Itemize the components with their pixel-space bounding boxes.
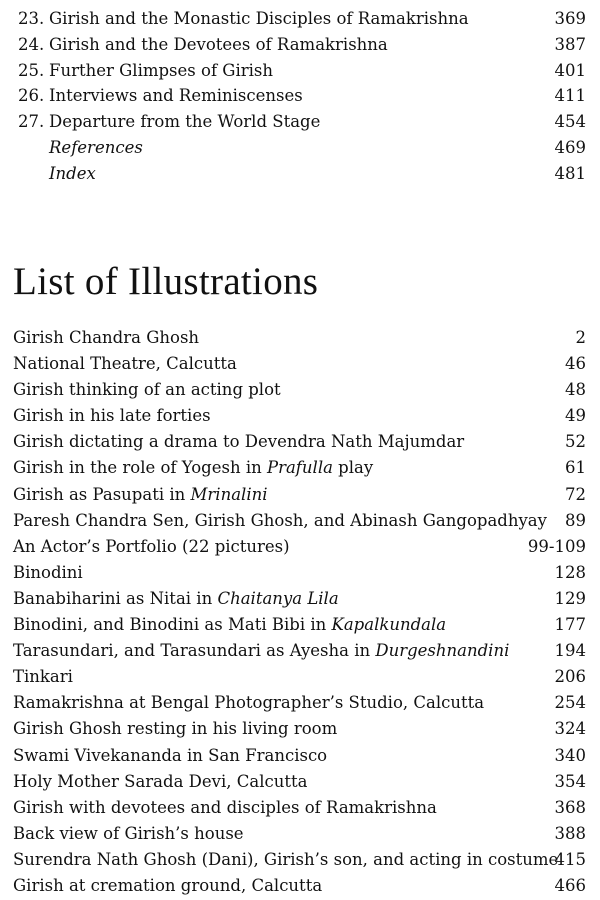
page-number: 49	[565, 406, 586, 426]
illustration-title-italic: Chaitanya Lila	[217, 588, 339, 608]
chapter-title: Girish and the Devotees of Ramakrishna	[49, 34, 388, 54]
illustrations-list	[0, 325, 600, 899]
illustration-title-text: Banabiharini as Nitai in	[13, 588, 218, 608]
illustration-title-italic: Durgeshnandini	[375, 641, 510, 661]
illustration-entry	[0, 638, 600, 664]
illustration-entry	[0, 664, 600, 690]
illustration-title-suffix: play	[332, 458, 374, 478]
page-number: 2	[575, 328, 586, 347]
illustration-entry	[0, 847, 600, 873]
page-number: 48	[565, 380, 586, 400]
illustration-title	[13, 795, 437, 821]
illustration-title-italic: Mrinalini	[190, 484, 268, 504]
illustration-title-italic: Kapalkundala	[331, 615, 447, 635]
illustration-title-text: National Theatre, Calcutta	[13, 354, 237, 374]
chapter-number: 24.	[18, 34, 45, 54]
page-number: 415	[554, 849, 586, 869]
illustration-title-text: Girish with devotees and disciples of Ramakrishna	[13, 797, 437, 817]
illustration-title	[13, 586, 339, 612]
chapter-number: 25.	[18, 60, 45, 80]
illustration-title	[13, 821, 244, 847]
illustration-entry	[0, 716, 600, 742]
illustration-entry	[0, 534, 600, 560]
contents-entry	[0, 32, 600, 58]
chapter-title: Departure from the World Stage	[49, 112, 321, 132]
section-title: References	[49, 137, 143, 157]
illustration-title-text: Girish dictating a drama to Devendra Nath Majumdar	[13, 432, 465, 452]
illustration-title	[13, 508, 547, 534]
page-number: 388	[554, 823, 586, 843]
illustration-entry	[0, 612, 600, 638]
illustration-title-text: Ramakrishna at Bengal Photographer’s Studio, Calcutta	[13, 693, 485, 713]
illustration-title-text: Tinkari	[13, 667, 73, 687]
illustration-title-text: Girish as Pasupati in	[13, 484, 191, 504]
illustration-title-text: Back view of Girish’s house	[13, 823, 244, 843]
page-number: 401	[554, 60, 586, 80]
illustration-entry	[0, 429, 600, 455]
illustration-title	[13, 560, 83, 586]
illustration-entry	[0, 403, 600, 429]
page-number: 61	[565, 458, 586, 478]
page-number: 469	[554, 137, 586, 157]
illustration-title	[13, 351, 237, 377]
illustration-title	[13, 429, 464, 455]
page-number: 46	[565, 354, 586, 374]
page-number: 354	[554, 771, 586, 791]
illustration-title	[13, 403, 211, 429]
illustration-title	[13, 873, 322, 899]
illustration-title-text: An Actor’s Portfolio (22 pictures)	[13, 536, 290, 556]
illustration-title-text: Girish Ghosh resting in his living room	[13, 719, 338, 739]
page-number: 387	[554, 34, 586, 54]
page-number: 481	[554, 163, 586, 183]
illustration-title-text: Surendra Nath Ghosh (Dani), Girish’s son, and acting in costume	[13, 849, 559, 869]
contents-entry	[0, 109, 600, 135]
chapter-title: Interviews and Reminiscenses	[49, 86, 303, 106]
illustrations-heading: List of Illustrations	[13, 260, 319, 303]
illustration-title	[13, 534, 290, 560]
illustration-entry	[0, 795, 600, 821]
illustration-entry	[0, 769, 600, 795]
illustration-title-text: Swami Vivekananda in San Francisco	[13, 745, 328, 765]
contents-entry-index	[0, 161, 600, 187]
illustration-entry	[0, 873, 600, 899]
chapter-title: Further Glimpses of Girish	[49, 60, 274, 80]
page-number: 206	[554, 667, 586, 687]
illustration-title-text: Girish in the role of Yogesh in	[13, 458, 267, 478]
illustration-entry	[0, 690, 600, 716]
page-number: 129	[554, 588, 586, 608]
illustration-title	[13, 690, 484, 716]
illustration-entry	[0, 508, 600, 534]
section-title: Index	[49, 163, 96, 183]
illustration-title	[13, 482, 268, 508]
illustration-title-text: Girish thinking of an acting plot	[13, 380, 281, 400]
page-number: 411	[554, 86, 586, 106]
page-number: 194	[554, 641, 586, 661]
page-number: 177	[554, 615, 586, 635]
illustration-entry	[0, 821, 600, 847]
page-number: 128	[554, 562, 586, 582]
page-number: 368	[554, 797, 586, 817]
illustration-entry	[0, 586, 600, 612]
illustration-entry	[0, 743, 600, 769]
page-number: 99-109	[527, 536, 586, 556]
page-number: 340	[554, 745, 586, 765]
illustration-title	[13, 769, 307, 795]
illustration-entry	[0, 455, 600, 481]
illustration-title	[13, 612, 446, 638]
illustration-entry	[0, 560, 600, 586]
illustration-title	[13, 325, 199, 351]
chapter-number: 27.	[18, 112, 45, 132]
page-number: 369	[554, 9, 586, 28]
chapter-number: 23.	[18, 9, 45, 28]
illustration-title	[13, 716, 337, 742]
illustration-title-text: Girish Chandra Ghosh	[13, 328, 200, 347]
page-number: 466	[554, 875, 586, 895]
page-number: 324	[554, 719, 586, 739]
illustration-entry	[0, 482, 600, 508]
page-number: 254	[554, 693, 586, 713]
illustration-title-text: Binodini	[13, 562, 83, 582]
illustration-title	[13, 377, 281, 403]
illustration-title-text: Holy Mother Sarada Devi, Calcutta	[13, 771, 308, 791]
illustration-title	[13, 455, 373, 481]
contents-list	[0, 6, 600, 187]
chapter-title: Girish and the Monastic Disciples of Ramakrishna	[49, 9, 469, 28]
illustration-title-text: Girish in his late forties	[13, 406, 211, 426]
contents-entry	[0, 83, 600, 109]
page-number: 72	[565, 484, 586, 504]
illustration-title	[13, 638, 509, 664]
illustration-title-italic: Prafulla	[266, 458, 333, 478]
page-number: 52	[565, 432, 586, 452]
page-number: 454	[554, 112, 586, 132]
illustration-title-text: Girish at cremation ground, Calcutta	[13, 875, 323, 895]
illustration-entry	[0, 325, 600, 351]
illustration-title-text: Tarasundari, and Tarasundari as Ayesha in	[13, 641, 376, 661]
contents-entry	[0, 6, 600, 32]
illustration-title	[13, 743, 327, 769]
illustration-title-text: Binodini, and Binodini as Mati Bibi in	[13, 615, 332, 635]
illustration-title-text: Paresh Chandra Sen, Girish Ghosh, and Abinash Gangopadhyay	[13, 510, 547, 530]
illustration-entry	[0, 377, 600, 403]
illustration-title	[13, 847, 558, 873]
illustration-entry	[0, 351, 600, 377]
illustration-title	[13, 664, 73, 690]
page-number: 89	[565, 510, 586, 530]
chapter-number: 26.	[18, 86, 45, 106]
contents-entry-references	[0, 135, 600, 161]
contents-entry	[0, 58, 600, 84]
